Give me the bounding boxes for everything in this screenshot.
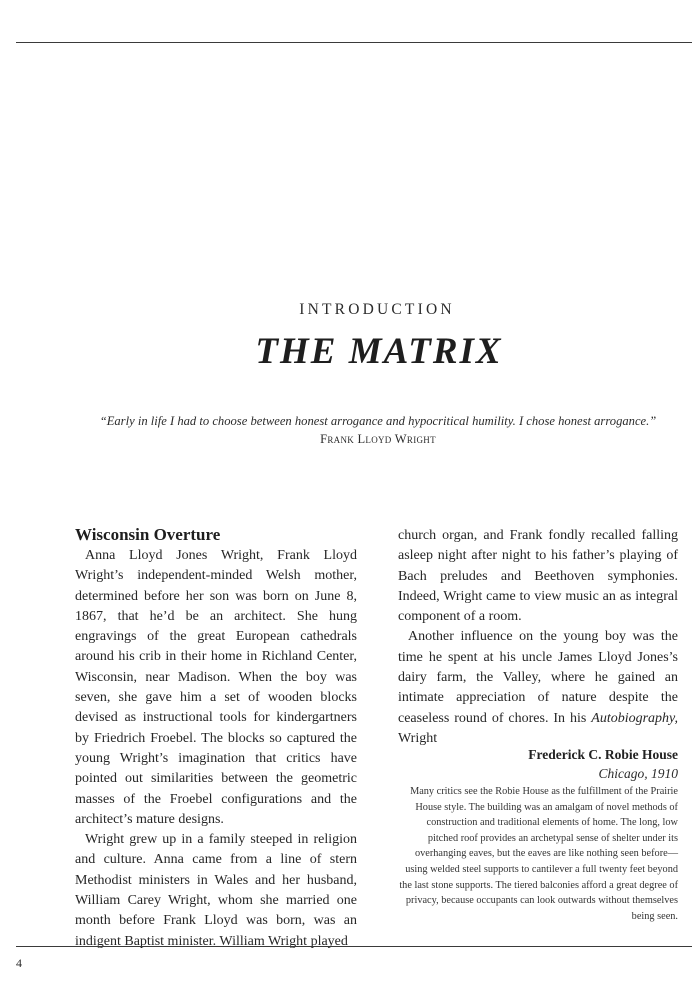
epigraph-attribution: Frank Lloyd Wright	[320, 432, 436, 446]
photo-caption	[398, 745, 678, 924]
book-title: Autobiography,	[591, 710, 678, 726]
body-paragraph: church organ, and Frank fondly recalled falling asleep night after night to his father’s playing of Bach preludes and Beethoven symphonies. Indeed, Wright came to view music an as integral component of a room.	[398, 528, 678, 625]
caption-place-date: Chicago, 1910	[598, 766, 678, 781]
section-label: INTRODUCTION	[299, 301, 455, 318]
body-paragraph: Anna Lloyd Jones Wright, Frank Lloyd Wright’s independent-minded Welsh mother, determined before her son was born on June 8, 1867, that he’d be an architect. She hung engravings of the great European cathedrals around his crib in their home in Richland Center, Wisconsin, near Madison. When the boy was seven, she gave him a set of wooden blocks devised as instructional tools for kindergartners by Friedrich Froebel. The blocks so captured the young Wright’s imagination that critics have pointed out similarities between the geometric masses of the Froebel configurations and the architect’s mature designs.	[75, 548, 357, 827]
caption-title: Frederick C. Robie House	[528, 747, 678, 762]
page-number: 4	[16, 956, 22, 970]
bottom-rule	[16, 946, 692, 947]
caption-text: Many critics see the Robie House as the fulfillment of the Prairie House style. The building was an amalgam of novel methods of construction and traditional elements of home. The long, low pitched roof provides an archetypal sense of shelter under its overhanging eaves, but the eaves are like nothing seen before—using welded steel supports to cantilever a full twenty feet beyond the last stone supports. The tiered balconies afford a great degree of privacy, because occupants can look outwards without themselves being seen.	[399, 786, 678, 922]
article-column-right	[398, 526, 678, 749]
top-rule	[16, 42, 692, 43]
body-paragraph: Another influence on the young boy was the time he spent at his uncle James Lloyd Jones’s dairy farm, the Valley, where he gained an intimate appreciation of nature despite the ceaseless round of chores. In his Autobiography, Wright	[398, 629, 678, 746]
body-paragraph: Wright grew up in a family steeped in religion and culture. Anna came from a line of stern Methodist ministers in Wales and her husband, William Carey Wright, whom she married one month before Frank Lloyd was born, was an indigent Baptist minister. William Wright played	[75, 832, 357, 949]
section-heading: Wisconsin Overture	[75, 525, 221, 544]
chapter-title: THE MATRIX	[255, 331, 503, 372]
article-column-left	[75, 525, 357, 952]
epigraph-quote: “Early in life I had to choose between honest arrogance and hypocritical humility. I chose honest arrogance.”	[99, 414, 657, 428]
